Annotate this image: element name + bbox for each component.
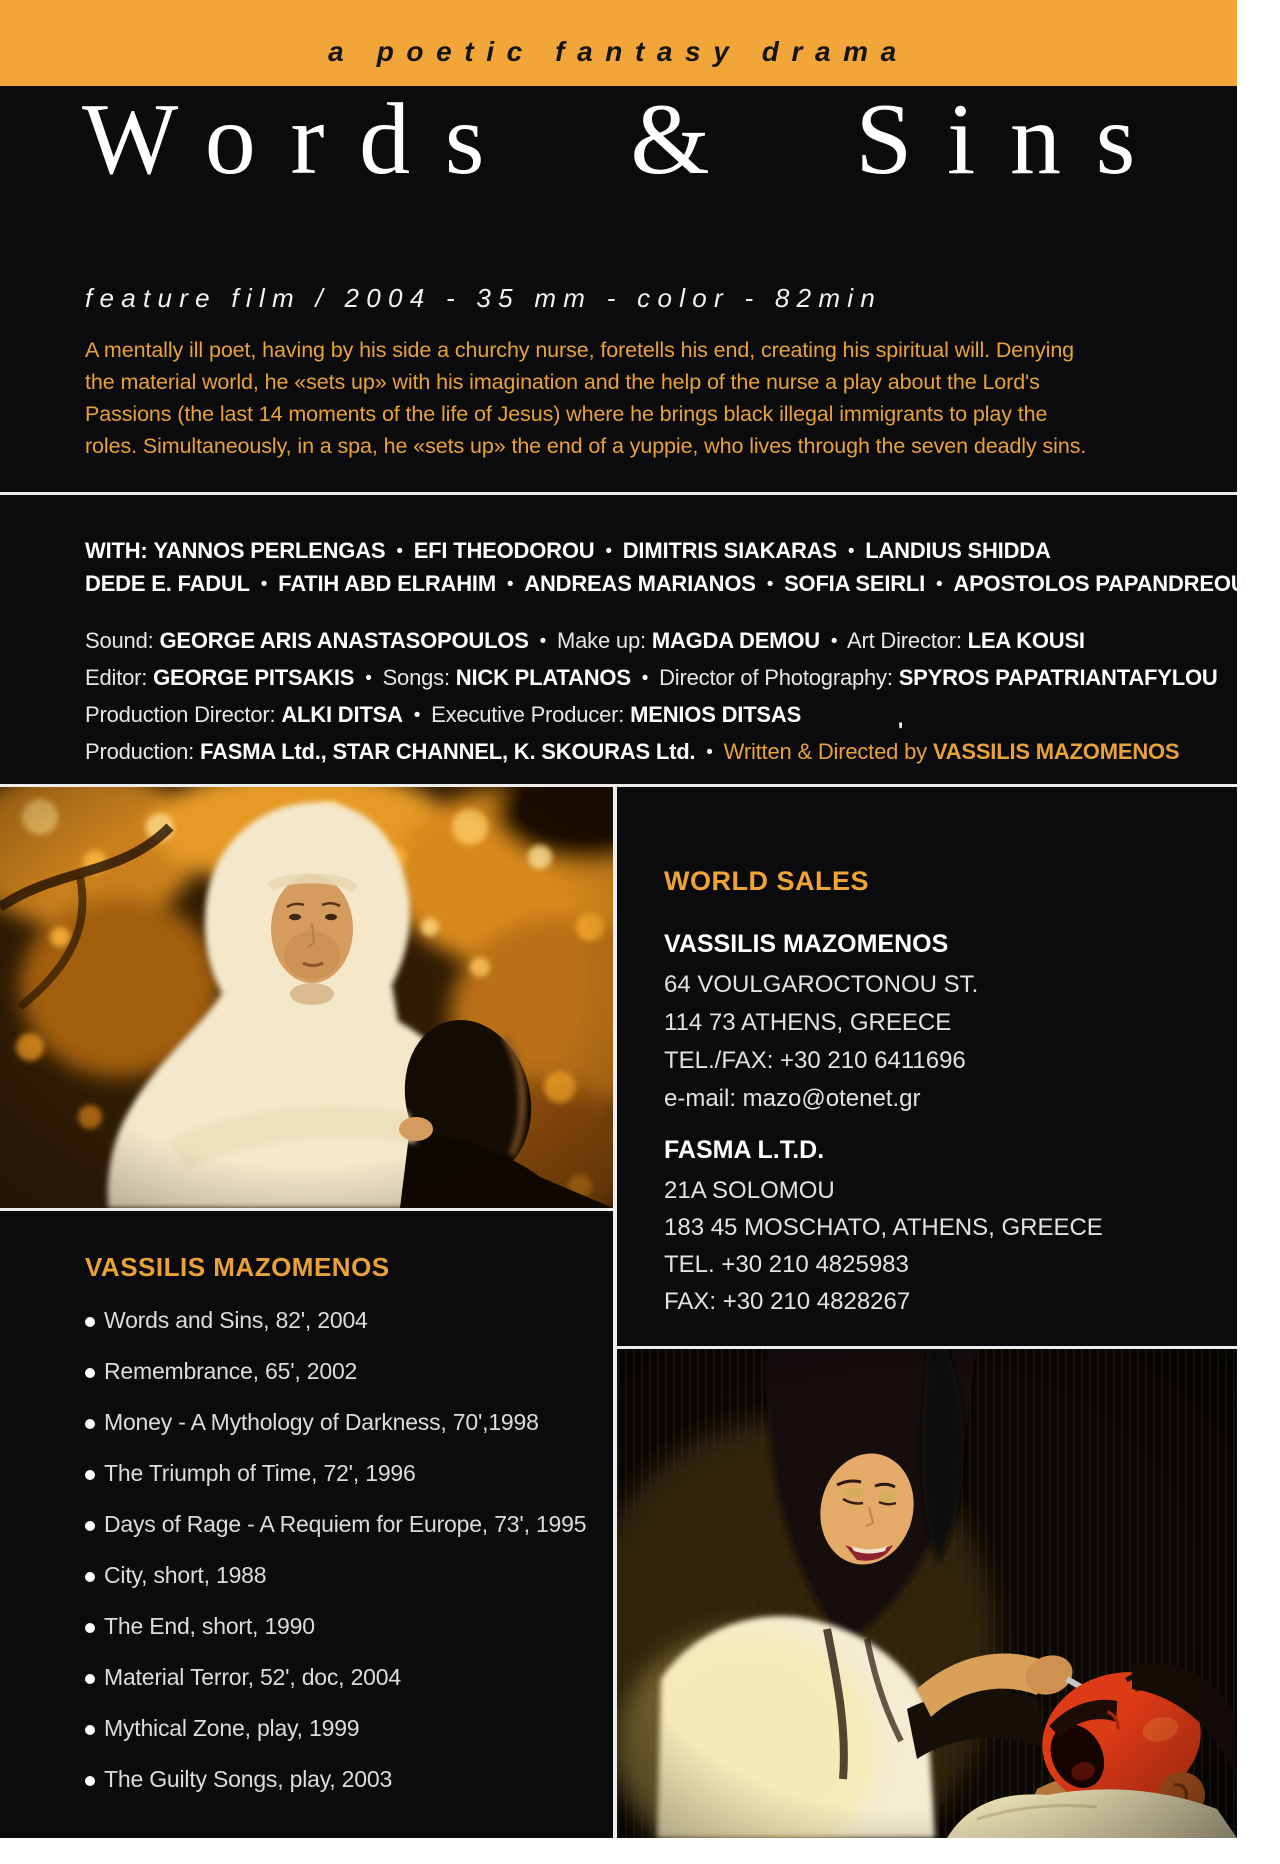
bullet-separator: • — [365, 668, 372, 689]
contact-line: 21A SOLOMOU — [664, 1177, 835, 1204]
filmography-item: Days of Rage - A Requiem for Europe, 73', 1995 — [85, 1510, 586, 1538]
contact-line: 114 73 ATHENS, GREECE — [664, 1009, 952, 1036]
nurse-feeding-illustration — [617, 1349, 1237, 1838]
synopsis — [85, 334, 1086, 462]
veiled-woman-illustration — [0, 787, 613, 1208]
cast-line — [85, 571, 1246, 597]
bullet-separator: • — [413, 705, 421, 726]
credit-segment: EFI THEODOROU — [413, 538, 595, 563]
credit-segment: GEORGE PITSAKIS — [153, 665, 355, 690]
credit-segment: Production Director: — [85, 702, 276, 727]
crew-line — [85, 702, 801, 728]
credit-segment: FATIH ABD ELRAHIM — [278, 571, 496, 596]
credit-segment: Production: — [85, 739, 195, 764]
credit-segment: GEORGE ARIS ANASTASOPOULOS — [159, 628, 529, 653]
bullet-separator: • — [641, 668, 649, 689]
credit-segment: WITH: — [85, 538, 148, 563]
contact-name: VASSILIS MAZOMENOS — [664, 930, 949, 958]
credit-segment: Editor: — [85, 665, 148, 690]
credit-segment: Make up: — [557, 628, 646, 653]
contact-name: FASMA L.T.D. — [664, 1136, 825, 1164]
credit-segment: VASSILIS MAZOMENOS — [932, 739, 1180, 764]
bullet-separator: • — [260, 574, 268, 595]
credit-segment: LANDIUS SHIDDA — [865, 538, 1051, 563]
credit-segment: ANDREAS MARIANOS — [524, 571, 756, 596]
credit-segment: Written & Directed by — [723, 739, 927, 764]
film-still-veiled-woman — [0, 787, 613, 1208]
credit-segment: FASMA Ltd., STAR CHANNEL, K. SKOURAS Ltd. — [200, 739, 696, 764]
filmography-item: The End, short, 1990 — [85, 1612, 586, 1640]
divider — [0, 492, 1237, 495]
filmography-heading: VASSILIS MAZOMENOS — [85, 1252, 390, 1282]
credit-segment: DEDE E. FADUL — [85, 571, 250, 596]
credit-segment: SPYROS PAPATRIANTAFYLOU — [898, 665, 1218, 690]
contact-email: e-mail: mazo@otenet.gr — [664, 1085, 921, 1112]
contact-line: FAX: +30 210 4828267 — [664, 1288, 911, 1315]
credit-segment: Sound: — [85, 628, 154, 653]
filmography-item: Mythical Zone, play, 1999 — [85, 1714, 586, 1742]
filmography-item: The Guilty Songs, play, 2003 — [85, 1765, 586, 1793]
credit-segment: ALKI DITSA — [281, 702, 403, 727]
contact-address — [664, 1172, 1103, 1320]
bullet-separator: • — [706, 742, 713, 763]
print-artifact-mark: ' — [898, 718, 904, 743]
crew-line — [85, 665, 1218, 691]
credit-segment: DIMITRIS SIAKARAS — [622, 538, 837, 563]
world-sales-heading: WORLD SALES — [664, 866, 869, 896]
credit-segment: LEA KOUSI — [967, 628, 1085, 653]
bullet-separator: • — [936, 574, 943, 595]
filmography-list — [85, 1306, 586, 1793]
filmography-item: Words and Sins, 82', 2004 — [85, 1306, 586, 1334]
credit-segment: APOSTOLOS PAPANDREOU — [953, 571, 1247, 596]
contact-address — [664, 966, 978, 1118]
credit-segment: NICK PLATANOS — [455, 665, 631, 690]
filmography-item: Money - A Mythology of Darkness, 70',1998 — [85, 1408, 586, 1436]
credit-segment: Songs: — [382, 665, 450, 690]
synopsis-line: the material world, he «sets up» with his imagination and the help of the nurse a play about the Lord's — [85, 370, 1040, 394]
contact-line: TEL./FAX: +30 210 6411696 — [664, 1047, 966, 1074]
film-title: Words & Sins — [82, 83, 1171, 196]
bullet-separator: • — [396, 541, 403, 562]
bullet-separator: • — [506, 574, 514, 595]
bullet-separator: • — [830, 631, 838, 652]
synopsis-line: A mentally ill poet, having by his side a churchy nurse, foretells his end, creating his spiritual will. Denying — [85, 338, 1075, 362]
contact-line: TEL. +30 210 4825983 — [664, 1251, 909, 1278]
credit-segment: Director of Photography: — [659, 665, 893, 690]
top-banner — [0, 0, 1237, 86]
filmography-item: Material Terror, 52', doc, 2004 — [85, 1663, 586, 1691]
credit-segment: Art Director: — [847, 628, 962, 653]
credit-segment: Executive Producer: — [431, 702, 625, 727]
filmography-item: The Triumph of Time, 72', 1996 — [85, 1459, 586, 1487]
contact-line: 183 45 MOSCHATO, ATHENS, GREECE — [664, 1214, 1103, 1241]
filmography-item: Remembrance, 65', 2002 — [85, 1357, 586, 1385]
synopsis-line: Passions (the last 14 moments of the life of Jesus) where he brings black illegal immigrants to play the — [85, 402, 1048, 426]
divider — [0, 1208, 613, 1211]
credit-segment: YANNOS PERLENGAS — [153, 538, 386, 563]
crew-line — [85, 628, 1085, 654]
bullet-separator: • — [539, 631, 547, 652]
crew-line — [85, 739, 1179, 765]
credit-segment: SOFIA SEIRLI — [784, 571, 926, 596]
bullet-separator: • — [766, 574, 774, 595]
contact-line: 64 VOULGAROCTONOU ST. — [664, 971, 979, 998]
credit-segment: MAGDA DEMOU — [651, 628, 820, 653]
film-still-nurse-feeding — [617, 1349, 1237, 1838]
cast-line — [85, 538, 1051, 564]
filmography-item: City, short, 1988 — [85, 1561, 586, 1589]
bullet-separator: • — [605, 541, 612, 562]
credit-segment: MENIOS DITSAS — [630, 702, 802, 727]
film-subtitle: feature film / 2004 - 35 mm - color - 82min — [85, 283, 883, 313]
bullet-separator: • — [847, 541, 855, 562]
tagline: a poetic fantasy drama — [328, 36, 909, 67]
synopsis-line: roles. Simultaneously, in a spa, he «sets up» the end of a yuppie, who lives through the seven deadly sins. — [85, 434, 1087, 458]
